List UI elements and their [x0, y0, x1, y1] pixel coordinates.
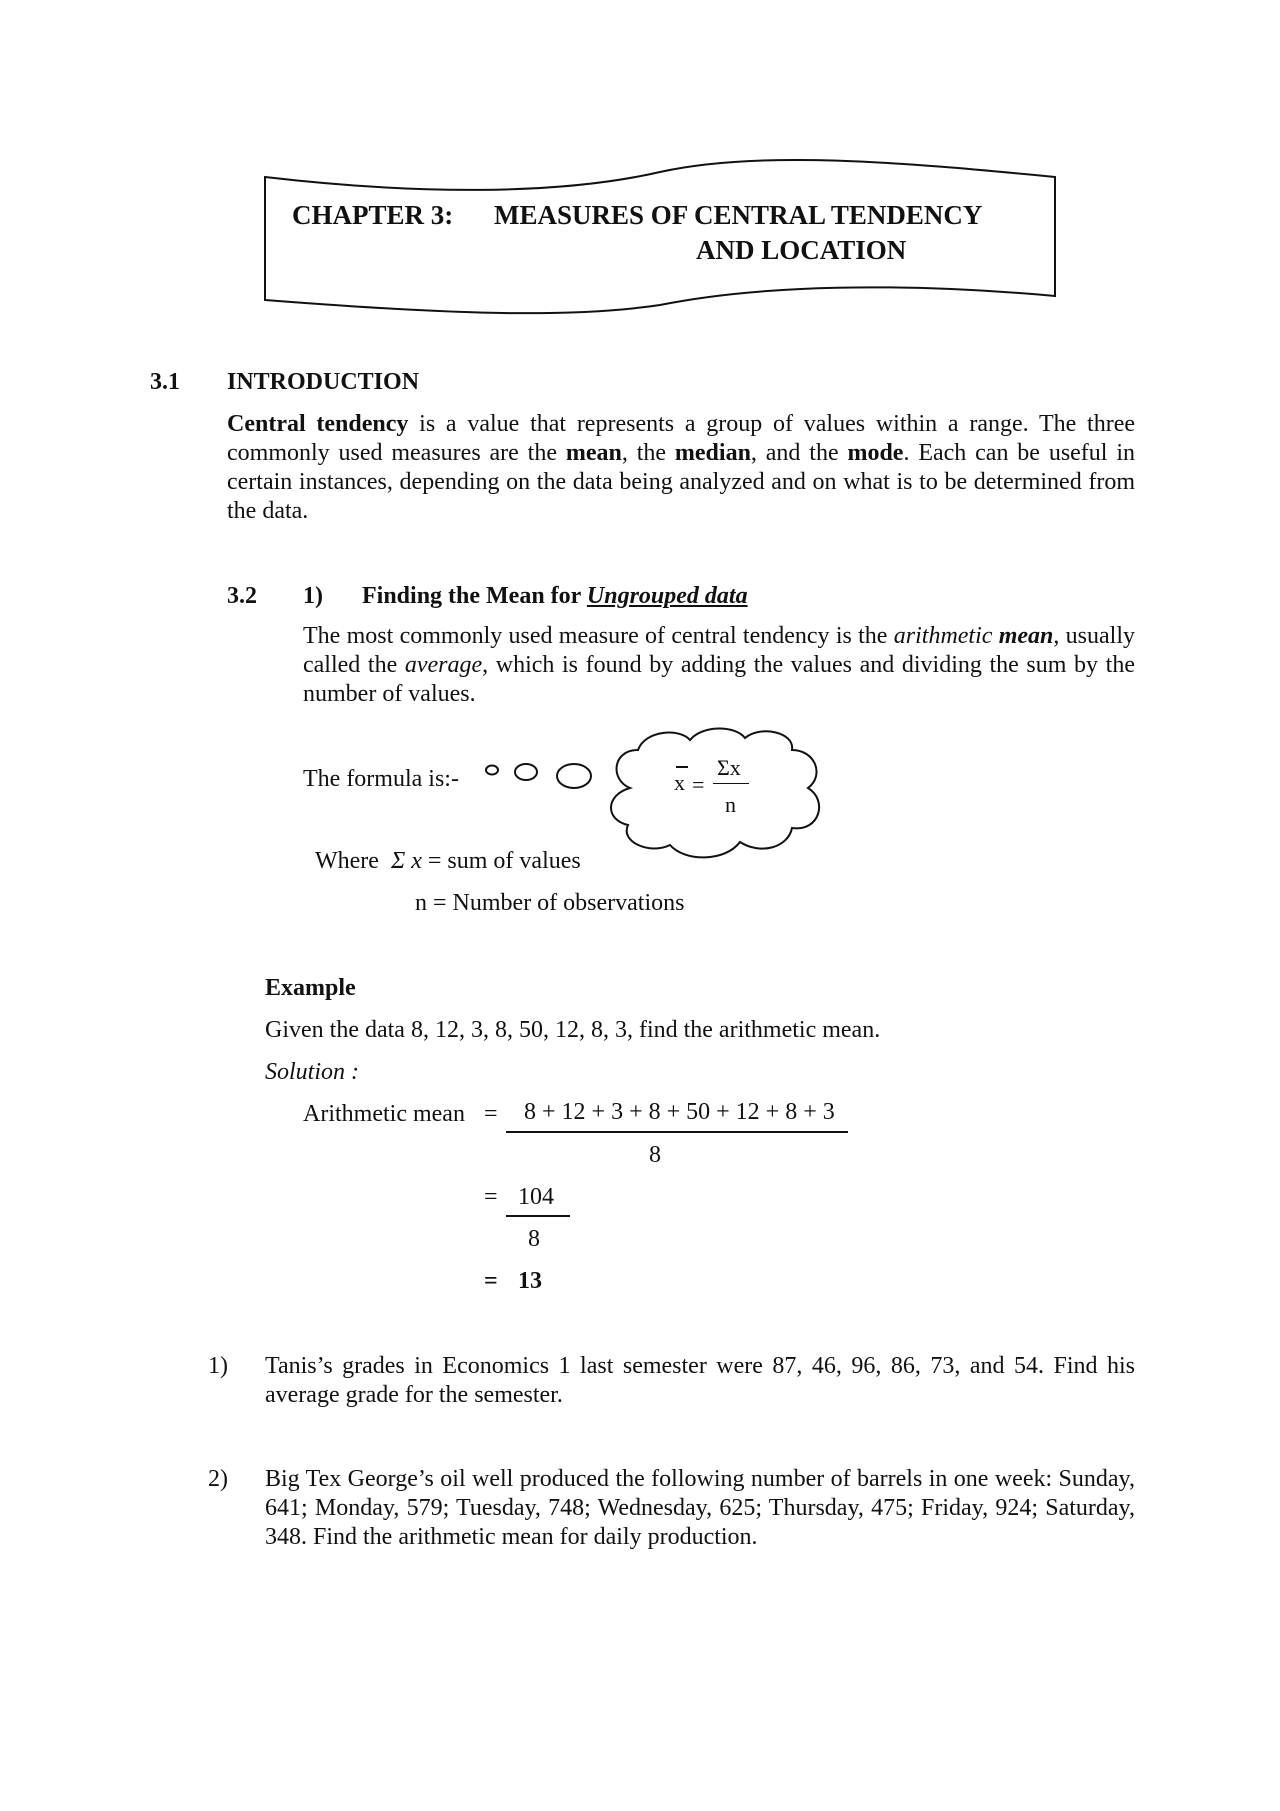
- example-denominator: 8: [649, 1142, 661, 1168]
- subsection-number: 1): [303, 583, 323, 609]
- fraction-bar-2: [506, 1215, 570, 1217]
- term-central-tendency: Central tendency: [227, 411, 409, 437]
- intro-heading: INTRODUCTION: [227, 369, 420, 395]
- mean-paragraph: The most commonly used measure of central tendency is the arithmetic mean, usually called the average, which is found by adding the values and dividing the sum by the number of values.: [303, 623, 1136, 707]
- formula-denominator: n: [725, 792, 736, 817]
- formula-fraction-bar: [713, 783, 749, 784]
- equals-sign-1: =: [484, 1101, 498, 1127]
- term-mean: mean: [565, 440, 622, 466]
- solution-label: Solution :: [265, 1059, 359, 1085]
- formula-intro: The formula is:-: [303, 766, 459, 792]
- subsection-heading: Finding the Mean for Ungrouped data: [362, 583, 748, 609]
- exercise-2-number: 2): [208, 1466, 228, 1492]
- section-number-3-1: 3.1: [150, 369, 180, 395]
- example-numerator: 8 + 12 + 3 + 8 + 50 + 12 + 8 + 3: [524, 1099, 835, 1125]
- equals-sign-2: =: [484, 1184, 498, 1210]
- term-mode: mode: [847, 440, 904, 466]
- step2-denominator: 8: [528, 1226, 540, 1252]
- fraction-bar-1: [506, 1131, 848, 1133]
- exercise-2-text: Big Tex George’s oil well produced the following number of barrels in one week: Sunday, 641; Monday, 579; Tuesday, 748; Wednesday, 625; Thursday, 475; Friday, 924; Saturday, 348. Find the arithmetic mean for daily production.: [265, 1466, 1135, 1550]
- step2-numerator: 104: [518, 1184, 554, 1210]
- chapter-title-line2: AND LOCATION: [696, 235, 907, 265]
- example-heading: Example: [265, 975, 356, 1001]
- formula-bar-x: x: [674, 766, 688, 768]
- equals-sign-3: =: [484, 1268, 498, 1294]
- where-line: Where Σ x = sum of values: [315, 848, 581, 874]
- term-median: median: [674, 440, 751, 466]
- example-result: 13: [518, 1268, 542, 1294]
- intro-paragraph: Central tendency is a value that represents a group of values within a range. The three commonly used measures are the mean, the median, and the mode. Each can be useful in certain instances, depending on the data being analyzed and on what is to be determined from the data.: [227, 411, 1135, 524]
- exercise-1-text: Tanis’s grades in Economics 1 last semester were 87, 46, 96, 86, 73, and 54. Find his average grade for the semester.: [265, 1353, 1135, 1408]
- chapter-banner-frame: [0, 0, 1280, 340]
- exercise-1-number: 1): [208, 1353, 228, 1379]
- chapter-label: CHAPTER 3:: [292, 200, 454, 230]
- formula-equals: =: [692, 772, 705, 797]
- formula-numerator: Σx: [717, 755, 741, 780]
- example-problem: Given the data 8, 12, 3, 8, 50, 12, 8, 3, find the arithmetic mean.: [265, 1017, 881, 1043]
- section-number-3-2: 3.2: [227, 583, 257, 609]
- n-definition: n = Number of observations: [415, 890, 685, 916]
- ungrouped-data-link: Ungrouped data: [586, 583, 748, 609]
- chapter-title-line1: MEASURES OF CENTRAL TENDENCY: [494, 200, 983, 230]
- arithmetic-mean-label: Arithmetic mean: [303, 1101, 465, 1127]
